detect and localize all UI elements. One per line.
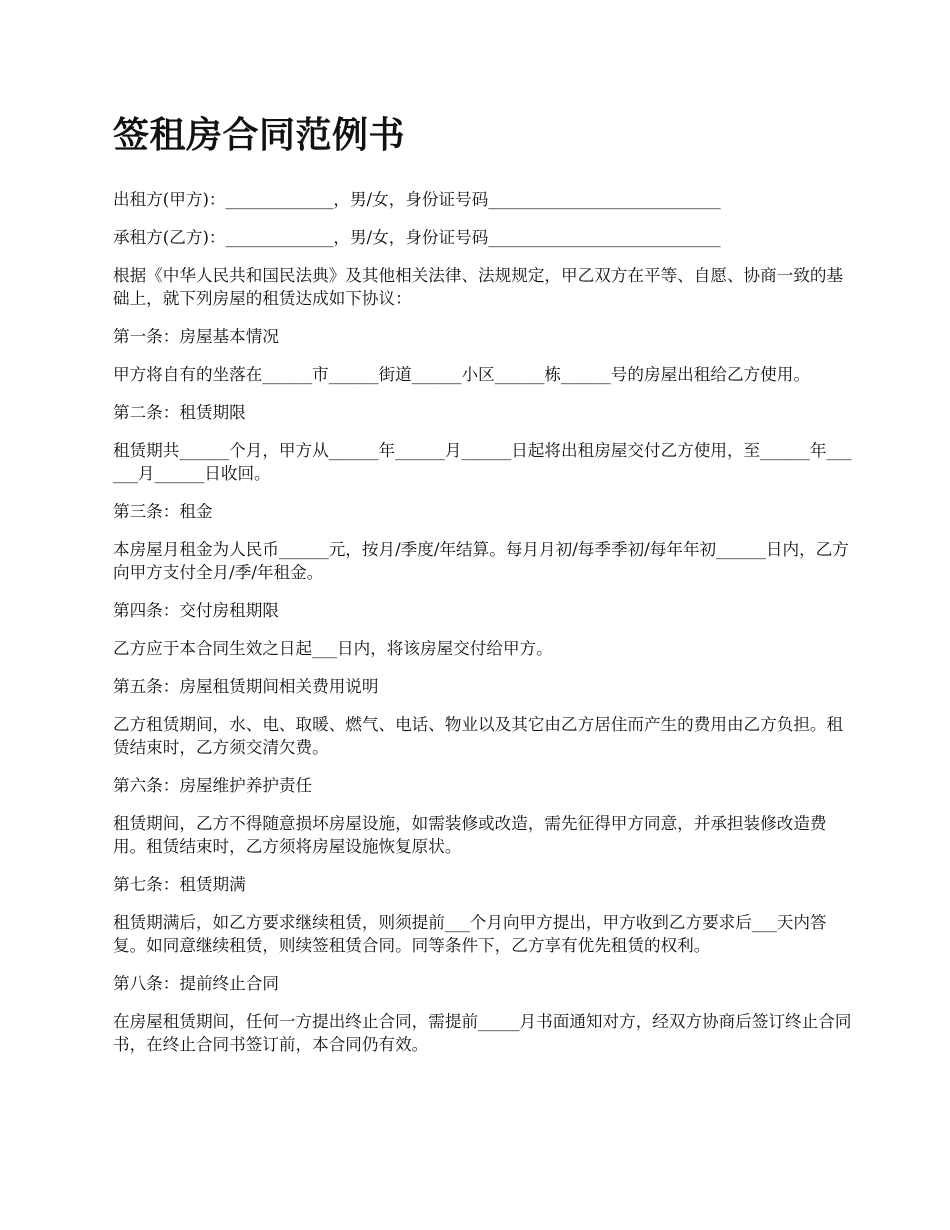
article-1-text: 甲方将自有的坐落在______市______街道______小区______栋______号的房屋出租给乙方使用。 [113,365,810,384]
article-7-text: 租赁期满后，如乙方要求继续租赁，则须提前___个月向甲方提出，甲方收到乙方要求后___天内答复。如同意继续租赁，则续签租赁合同。同等条件下，乙方享有优先租赁的权利。 [113,913,827,955]
article-2-text: 租赁期共______个月，甲方从______年______月______日起将出租房屋交付乙方使用，至______年______月______日收回。 [113,441,852,483]
article-4-text: 乙方应于本合同生效之日起___日内，将该房屋交付给甲方。 [113,639,553,658]
article-4-title: 第四条：交付房租期限 [113,601,279,620]
preamble-paragraph: 根据《中华人民共和国民法典》及其他相关法律、法规规定，甲乙双方在平等、自愿、协商一致的基础上，就下列房屋的租赁达成如下协议： [113,266,844,308]
article-6-title: 第六条：房屋维护养护责任 [113,776,313,795]
article-8-title: 第八条：提前终止合同 [113,974,279,993]
party-a-line: 出租方(甲方)：_____________，男/女，身份证号码____________________________ [113,190,721,209]
article-6-text: 租赁期间，乙方不得随意损坏房屋设施，如需装修或改造，需先征得甲方同意，并承担装修改造费用。租赁结束时，乙方须将房屋设施恢复原状。 [113,814,827,856]
document-title: 签租房合同范例书 [113,115,406,156]
article-1-title: 第一条：房屋基本情况 [113,327,279,346]
article-3-title: 第三条：租金 [113,502,213,521]
party-b-line: 承租方(乙方)：_____________，男/女，身份证号码____________________________ [113,228,721,247]
contract-document [113,112,853,1071]
article-7-title: 第七条：租赁期满 [113,875,246,894]
article-2-title: 第二条：租赁期限 [113,403,246,422]
article-5-title: 第五条：房屋租赁期间相关费用说明 [113,677,379,696]
article-8-text: 在房屋租赁期间，任何一方提出终止合同，需提前_____月书面通知对方，经双方协商后签订终止合同书，在终止合同书签订前，本合同仍有效。 [113,1012,852,1054]
article-3-text: 本房屋月租金为人民币______元，按月/季度/年结算。每月月初/每季季初/每年年初______日内，乙方向甲方支付全月/季/年租金。 [113,540,849,582]
article-5-text: 乙方租赁期间，水、电、取暖、燃气、电话、物业以及其它由乙方居住而产生的费用由乙方负担。租赁结束时，乙方须交清欠费。 [113,715,844,757]
